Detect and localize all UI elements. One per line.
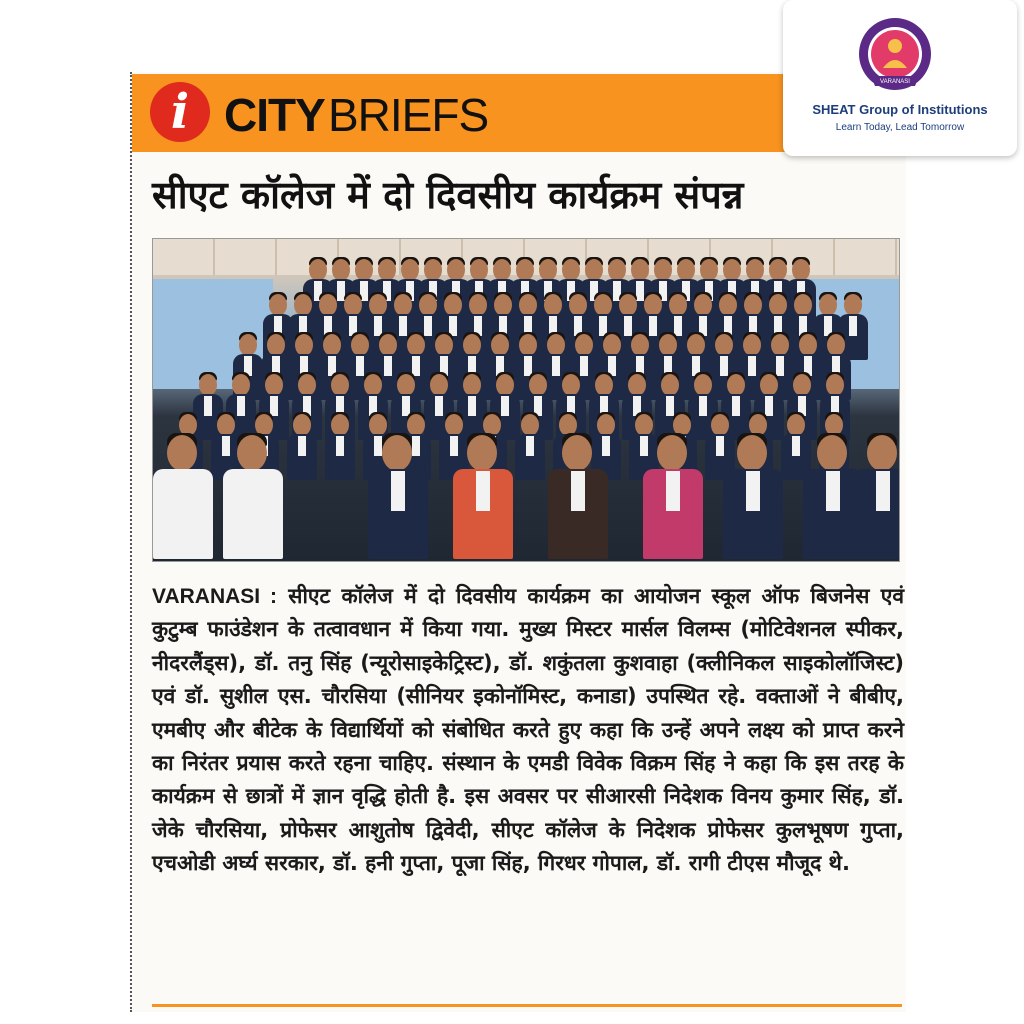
article-text: सीएट कॉलेज में दो दिवसीय कार्यक्रम का आयोजन स्कूल ऑफ बिजनेस एवं कुटुम्ब फाउंडेशन के तत्वावधान में किया गया. मुख्य मिस्टर मार्सल विलम्स (मोटिवेशनल स्पीकर, नीदरलैंड्स), डॉ. तनु सिंह (न्यूरोसाइकेट्रिस्ट), डॉ. शकुंतला कुशवाहा (क्लीनिकल साइकोलॉजिस्ट) एवं डॉ. सुशील एस. चौरसिया (सीनियर इकोनॉमिस्ट, कनाडा) उपस्थित रहे. वक्ताओं ने बीबीए, एमबीए और बीटेक के विद्यार्थियों को संबोधित करते हुए कहा कि उन्हें अपने लक्ष्य को प्राप्त करने का निरंतर प्रयास करते रहना चाहिए. संस्थान के एमडी विवेक विक्रम सिंह ने कहा कि इस तरह के कार्यक्रम से छात्रों में ज्ञान वृद्धि होती है. इस अवसर पर सीआरसी निदेशक विनय कुमार सिंह, डॉ. जेके चौरसिया, प्रोफेसर आशुतोष द्विवेदी, सीएट कॉलेज के निदेशक प्रोफेसर कुलभूषण गुप्ता, एचओडी अर्घ्य सरकार, डॉ. हनी गुप्ता, पूजा सिंह, गिरधर गोपाल, डॉ. रागी टीएस मौजूद थे. xyxy=(152,584,905,876)
i-badge-icon: i xyxy=(150,82,210,142)
article-dateline: VARANASI : xyxy=(152,585,277,608)
section-title-city: CITY xyxy=(224,89,325,141)
newspaper-clipping xyxy=(130,72,906,1012)
article-headline: सीएट कॉलेज में दो दिवसीय कार्यक्रम संपन्न xyxy=(152,173,744,217)
svg-text:VARANASI: VARANASI xyxy=(880,79,910,85)
bottom-rule xyxy=(152,1004,902,1007)
article-body xyxy=(152,580,904,881)
group-photo xyxy=(152,238,900,562)
institution-name: SHEAT Group of Institutions xyxy=(812,102,988,117)
institution-logo-card xyxy=(783,0,1017,156)
institution-tagline: Learn Today, Lead Tomorrow xyxy=(835,122,965,133)
section-header-bar xyxy=(132,74,812,152)
section-title-briefs: BRIEFS xyxy=(328,89,489,141)
institution-seal-icon xyxy=(857,16,933,92)
